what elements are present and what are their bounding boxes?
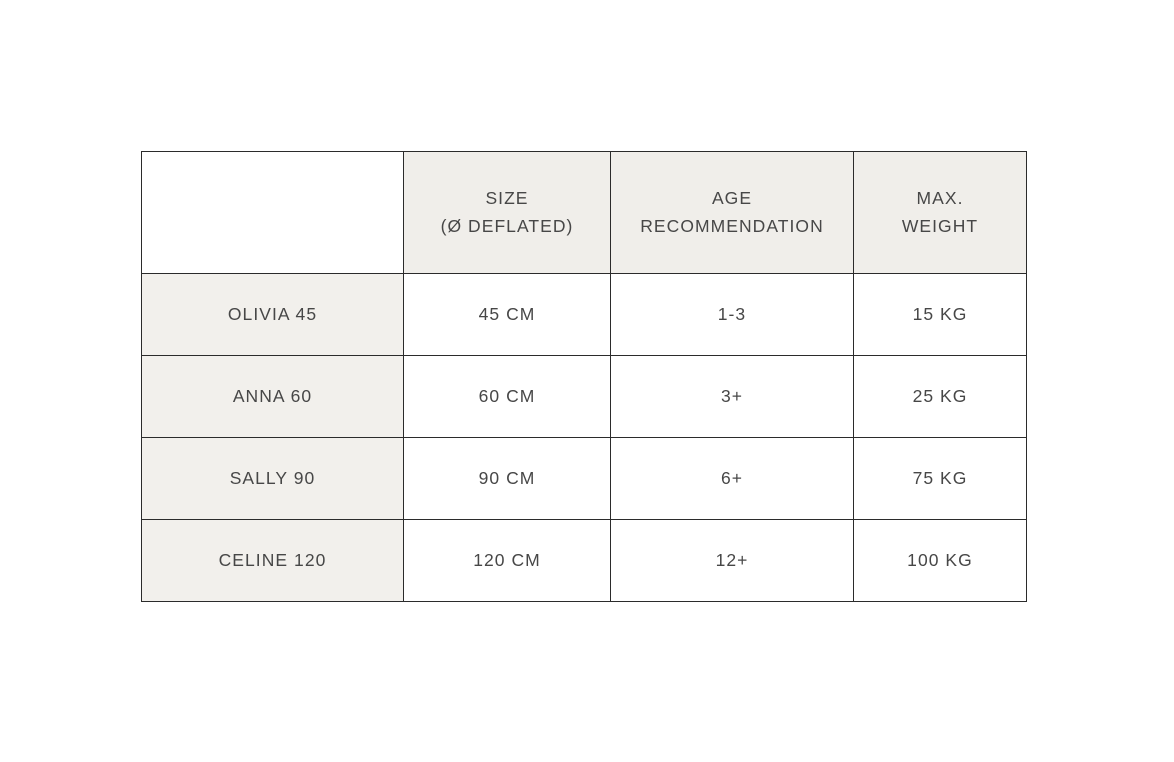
header-cell-max-weight xyxy=(854,152,1027,274)
row-label-olivia-45: OLIVIA 45 xyxy=(142,274,404,356)
table-header-row xyxy=(142,152,1027,274)
row-size-celine-120: 120 CM xyxy=(404,520,611,602)
header-age-line-1: AGE xyxy=(711,188,753,209)
header-cell-age xyxy=(611,152,854,274)
header-weight-line-2: WEIGHT xyxy=(901,215,979,236)
table-row xyxy=(142,520,1027,602)
header-cell-size xyxy=(404,152,611,274)
row-weight-anna-60: 25 KG xyxy=(854,356,1027,438)
table-row xyxy=(142,274,1027,356)
row-weight-sally-90: 75 KG xyxy=(854,438,1027,520)
row-label-celine-120: CELINE 120 xyxy=(142,520,404,602)
row-age-sally-90: 6+ xyxy=(611,438,854,520)
row-label-anna-60: ANNA 60 xyxy=(142,356,404,438)
header-size-line-1: SIZE xyxy=(485,188,529,209)
row-age-anna-60: 3+ xyxy=(611,356,854,438)
header-age-line-2: RECOMMENDATION xyxy=(640,215,824,236)
row-label-sally-90: SALLY 90 xyxy=(142,438,404,520)
header-weight-line-1: MAX. xyxy=(916,188,964,209)
header-cell-blank xyxy=(142,152,404,274)
size-chart-table xyxy=(141,151,1027,602)
row-size-sally-90: 90 CM xyxy=(404,438,611,520)
size-chart-container xyxy=(141,151,1026,602)
row-age-celine-120: 12+ xyxy=(611,520,854,602)
row-age-olivia-45: 1-3 xyxy=(611,274,854,356)
row-weight-celine-120: 100 KG xyxy=(854,520,1027,602)
row-size-anna-60: 60 CM xyxy=(404,356,611,438)
row-weight-olivia-45: 15 KG xyxy=(854,274,1027,356)
header-size-line-2: (Ø DEFLATED) xyxy=(440,215,574,236)
table-row xyxy=(142,438,1027,520)
table-row xyxy=(142,356,1027,438)
row-size-olivia-45: 45 CM xyxy=(404,274,611,356)
